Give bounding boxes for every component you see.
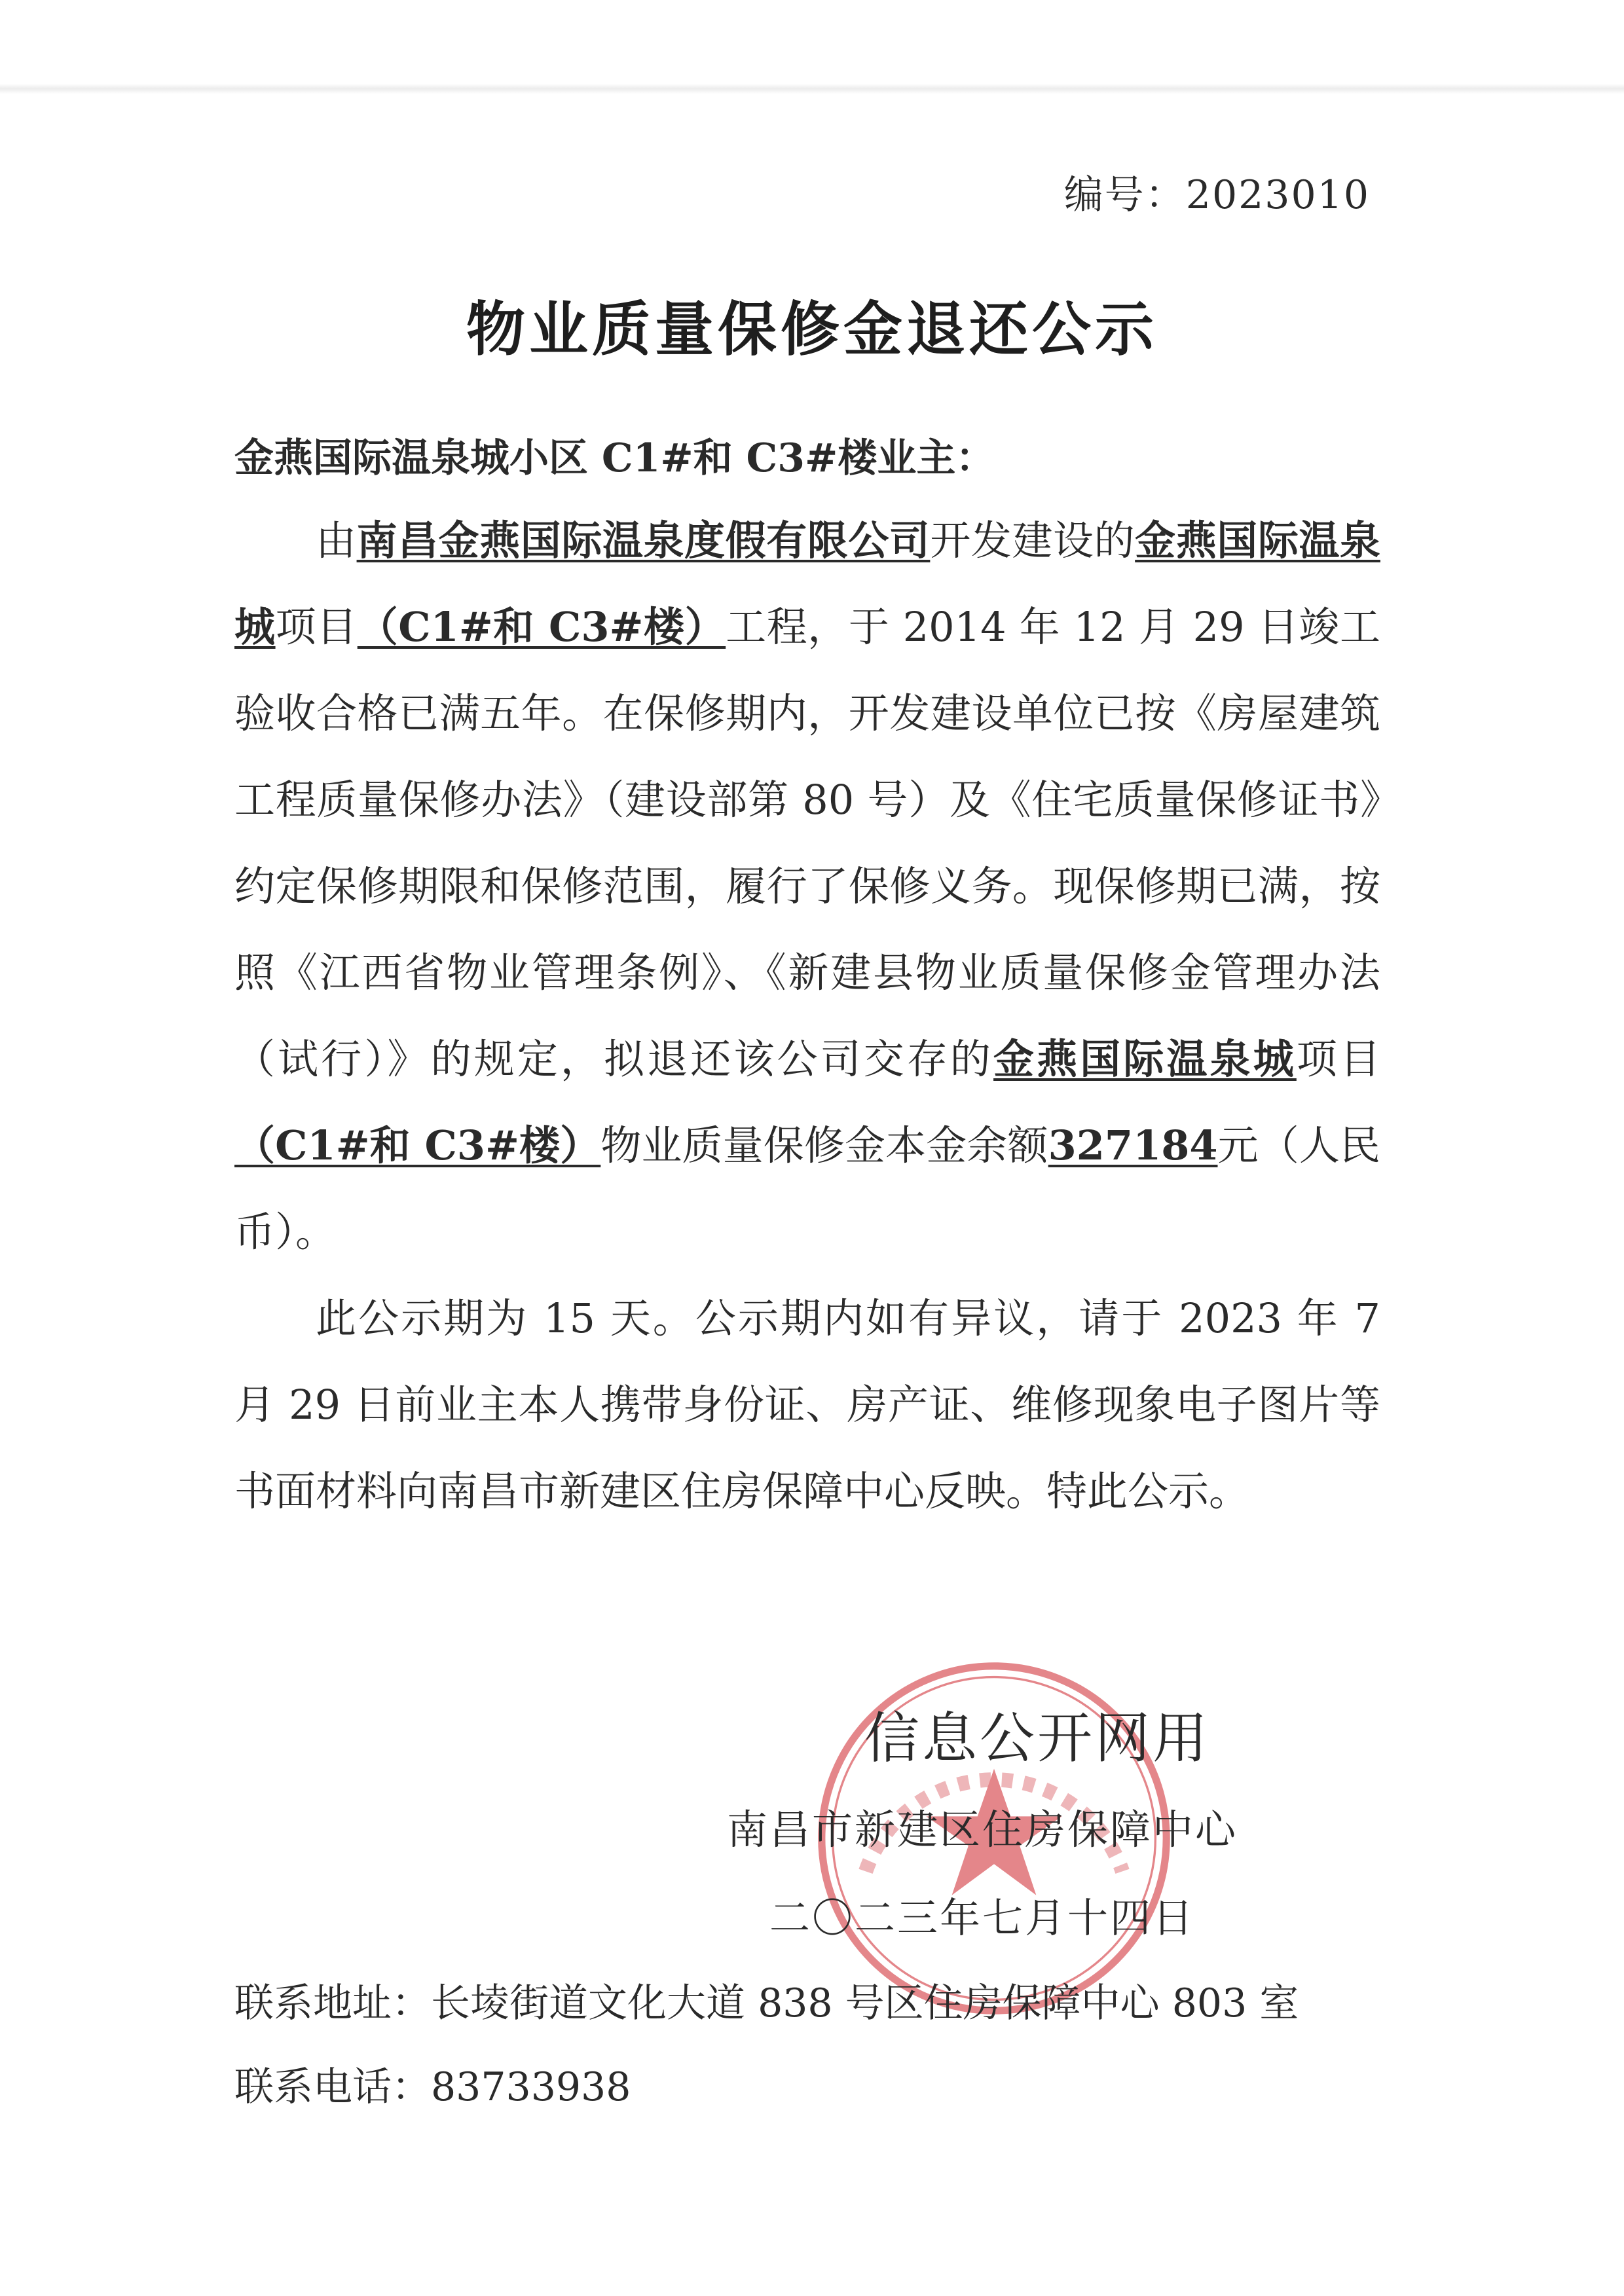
text-run: 工程，于 2014 年 12 月 29 日竣工验收合格已满五年。在保修期内，开发建设单位已按《房屋建筑工程质量保修办法》（建设部第 80 号）及《住宅质量保修证书》约定保修期限和保修范围，履行了保修义务。现保修期已满，按照《江西省物业管理条例》、《新建县物业质量保修金管理办法（试行）》的规定，拟退还该公司交存的 — [234, 603, 1380, 1083]
seal-usage-note: 信息公开网用 — [864, 1706, 1211, 1770]
document-serial-number: 编号：2023010 — [1063, 172, 1370, 218]
contact-address: 联系地址：长堎街道文化大道 838 号区住房保障中心 803 室 — [234, 1980, 1299, 2026]
text-run: 开发建设的 — [930, 517, 1135, 564]
signature-organization: 南昌市新建区住房保障中心 — [726, 1806, 1238, 1853]
text-run: 由 — [316, 517, 357, 564]
building-numbers: （C1#和 C3#楼） — [234, 1121, 601, 1169]
paragraph-2: 此公示期为 15 天。公示期内如有异议，请于 2023 年 7 月 29 日前业主本人携带身份证、房产证、维修现象电子图片等书面材料向南昌市新建区住房保障中心反映。特此公示。 — [234, 1294, 1380, 1515]
notice-body — [234, 498, 1380, 1535]
building-numbers: （C1#和 C3#楼） — [357, 603, 726, 651]
project-name: 金燕国际温泉城 — [993, 1035, 1297, 1083]
text-run: 项目 — [1296, 1035, 1380, 1083]
paragraph-1 — [234, 498, 1380, 1275]
signature-date: 二〇二三年七月十四日 — [769, 1894, 1195, 1942]
text-run: 项目 — [275, 603, 358, 651]
contact-phone: 联系电话：83733938 — [234, 2064, 631, 2110]
text-run: 物业质量保修金本金余额 — [600, 1121, 1048, 1169]
developer-company-name: 南昌金燕国际温泉度假有限公司 — [356, 517, 931, 564]
salutation: 金燕国际温泉城小区 C1#和 C3#楼业主： — [234, 435, 995, 481]
project-name: 金燕国际温泉城 — [234, 517, 1380, 651]
text-run: 元（人民币）。 — [234, 1121, 1380, 1256]
scan-edge — [0, 84, 1624, 94]
document-title: 物业质量保修金退还公示 — [466, 295, 1158, 364]
refund-amount: 327184 — [1048, 1121, 1218, 1169]
